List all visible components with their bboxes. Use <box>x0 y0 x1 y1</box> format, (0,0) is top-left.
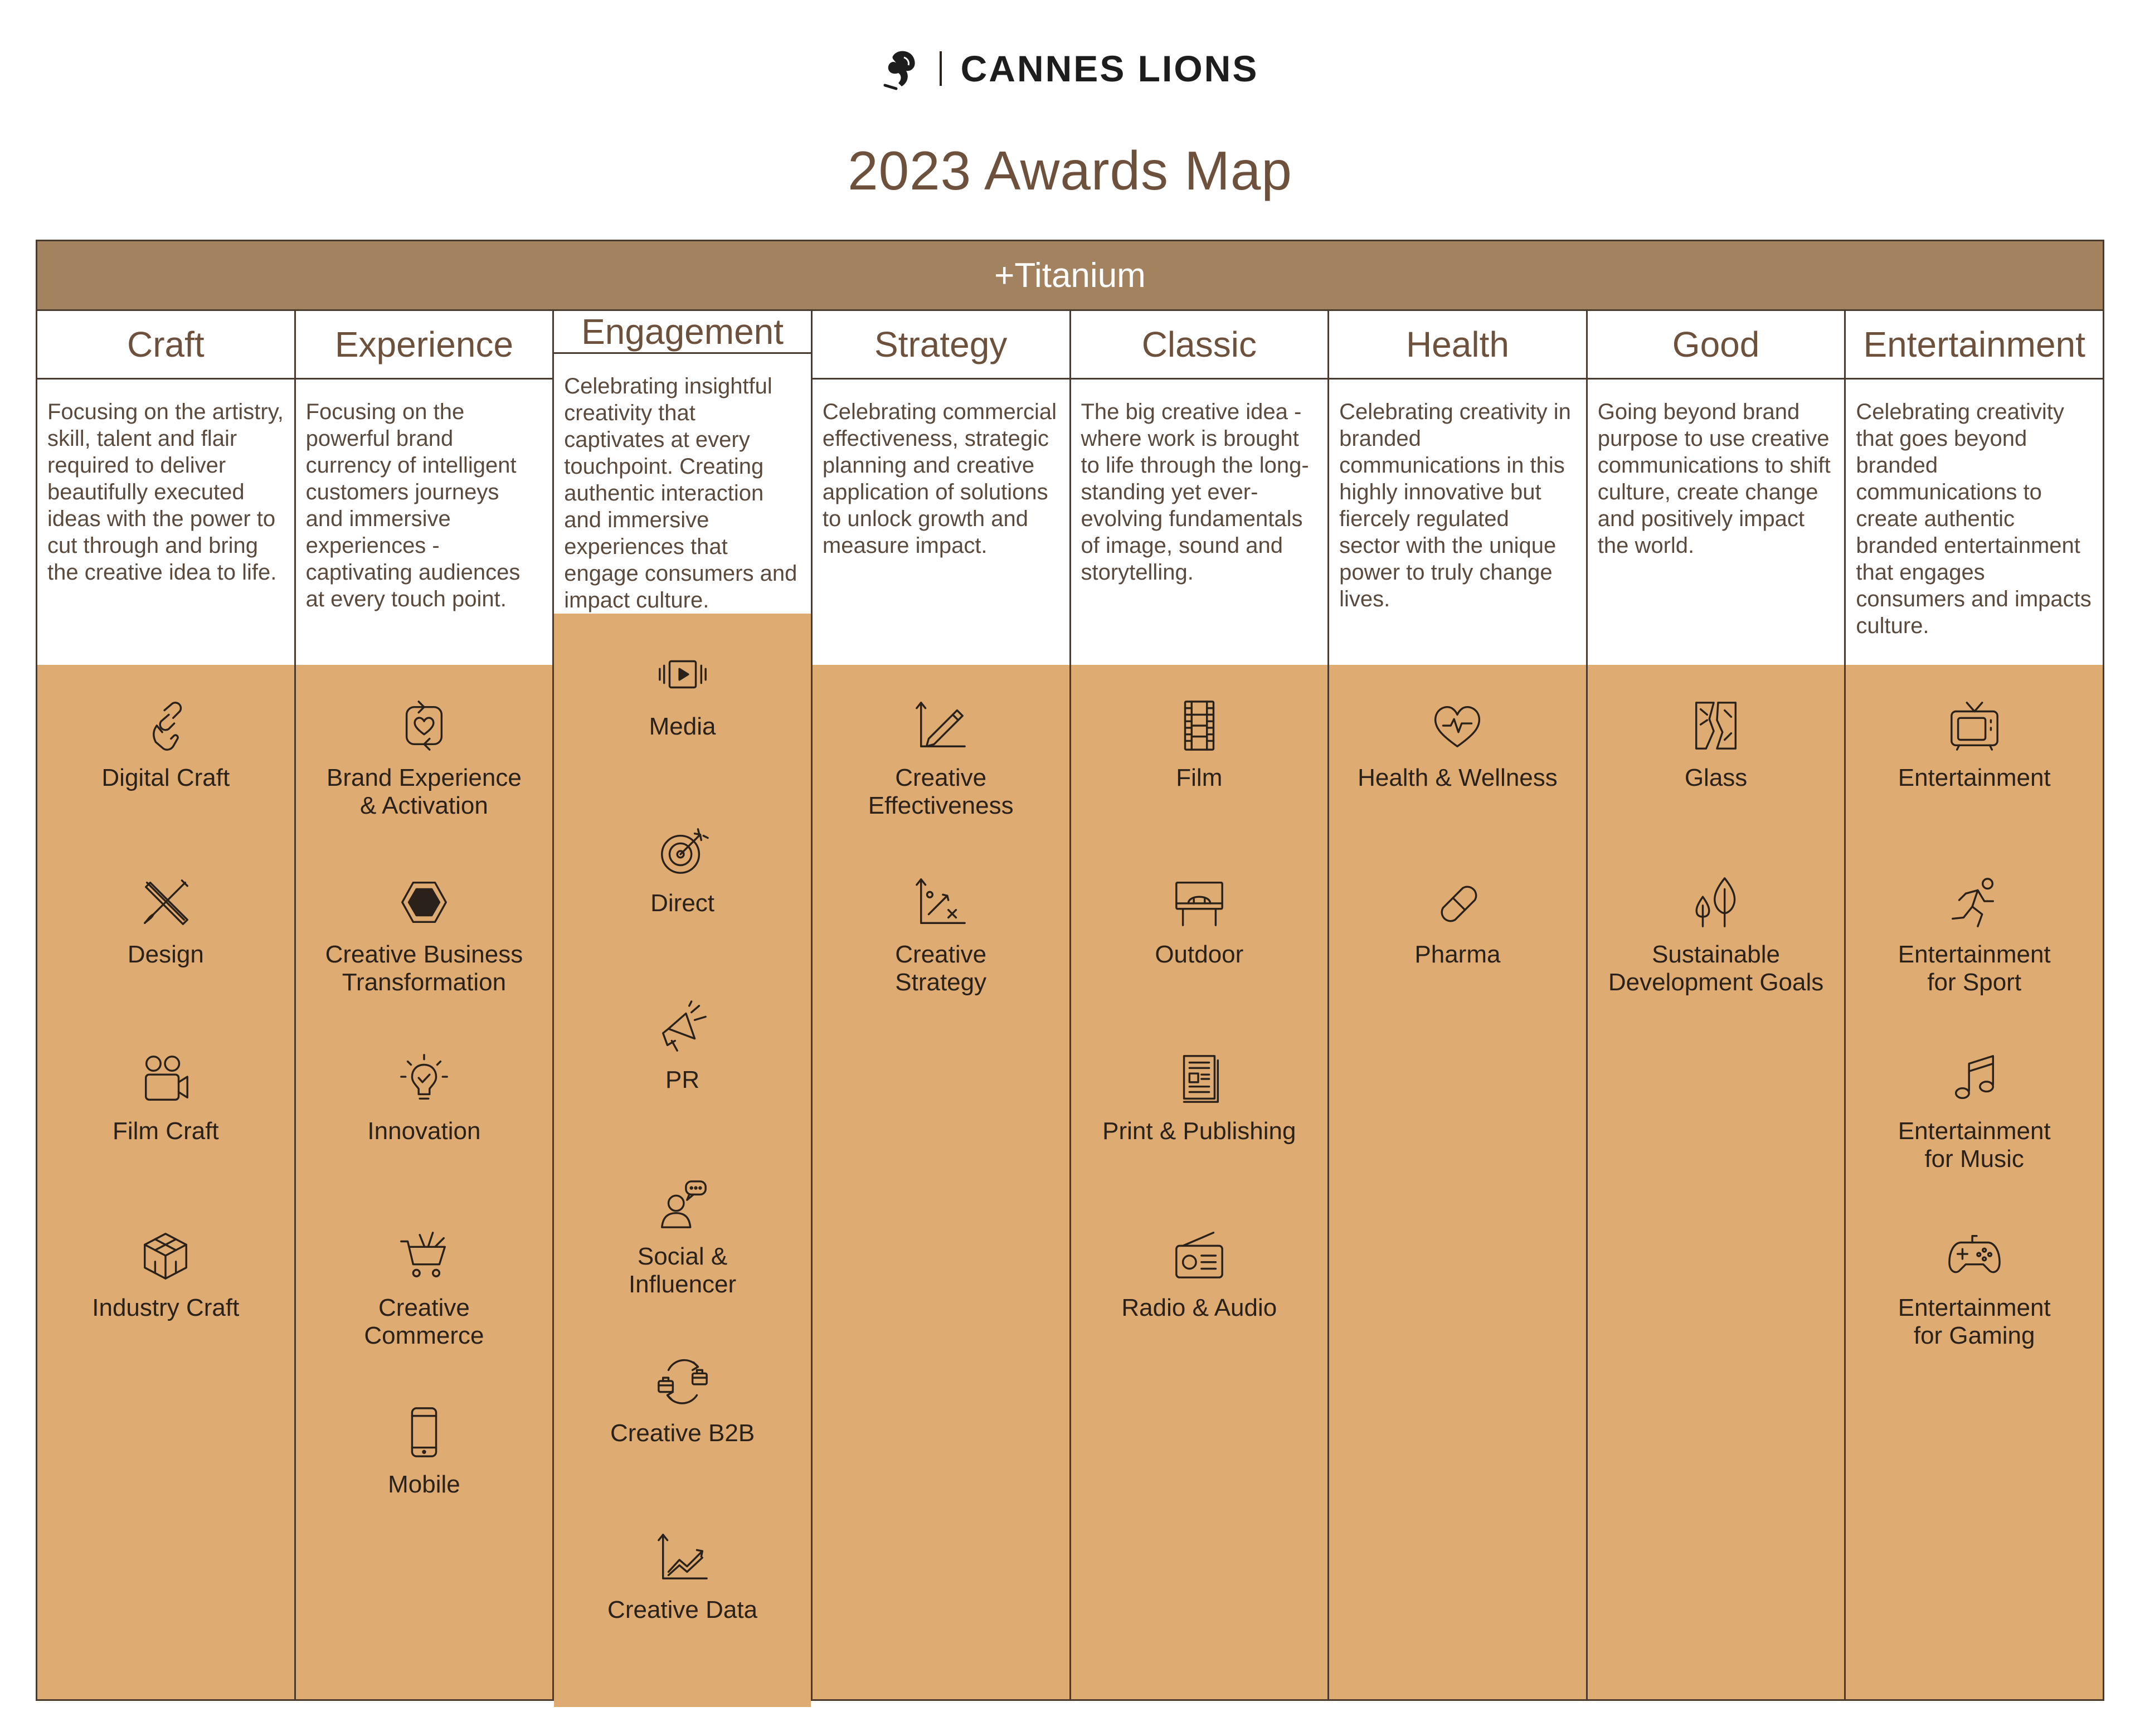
awards-map <box>36 240 2104 1701</box>
award-label: Industry Craft <box>92 1294 240 1321</box>
award-industry-craft <box>37 1228 294 1405</box>
briefcase-cycle-icon <box>655 1354 710 1408</box>
award-label: Media <box>649 713 716 740</box>
award-label: Health & Wellness <box>1358 764 1558 791</box>
gamepad-icon <box>1947 1228 2002 1283</box>
pill-icon <box>1430 875 1485 930</box>
heart-cycle-icon <box>397 698 451 753</box>
award-label: Digital Craft <box>101 764 230 791</box>
award-label: Creative Commerce <box>364 1294 484 1349</box>
award-creative-commerce <box>296 1228 553 1405</box>
brand-divider <box>940 51 942 86</box>
column-classic <box>1071 311 1330 1699</box>
column-description: Celebrating insightful creativity that captivates at every touchpoint. Creating authentic interaction and immersive experiences that engage consumers and impact culture. <box>554 354 811 614</box>
target-icon <box>655 824 710 878</box>
award-radio-and-audio <box>1071 1228 1328 1405</box>
column-description: Celebrating commercial effectiveness, strategic planning and creative application of solutions to unlock growth and measure impact. <box>813 380 1069 665</box>
award-design <box>37 875 294 1052</box>
column-description: Celebrating creativity that goes beyond branded communications to create authentic branded entertainment that engages consumers and impacts culture. <box>1846 380 2103 665</box>
award-label: Sustainable Development Goals <box>1608 941 1824 996</box>
column-description: Celebrating creativity in branded communications in this highly innovative but fiercely regulated sector with the unique power to truly change lives. <box>1329 380 1586 665</box>
page-title: 2023 Awards Map <box>848 140 1292 201</box>
column-strategy <box>813 311 1071 1699</box>
award-label: Radio & Audio <box>1121 1294 1277 1321</box>
award-label: Entertainment for Gaming <box>1898 1294 2051 1349</box>
pencil-brush-icon <box>138 875 193 930</box>
column-heading: Strategy <box>813 311 1069 380</box>
award-label: Entertainment for Music <box>1898 1117 2051 1173</box>
shopping-cart-icon <box>397 1228 451 1283</box>
titanium-banner: +Titanium <box>37 241 2103 311</box>
award-list <box>813 665 1069 1699</box>
person-chat-icon <box>655 1177 710 1232</box>
radio-icon <box>1172 1228 1227 1283</box>
column-good <box>1588 311 1846 1699</box>
graph-pen-icon <box>913 698 968 753</box>
award-creative-strategy <box>813 875 1069 1052</box>
award-media <box>554 647 811 824</box>
award-label: Creative Data <box>607 1596 758 1623</box>
brand-header <box>0 43 2140 94</box>
award-entertainment <box>1846 698 2103 875</box>
newspaper-icon <box>1172 1052 1227 1106</box>
award-social-and-influencer <box>554 1177 811 1354</box>
award-label: Brand Experience & Activation <box>327 764 522 819</box>
column-description: The big creative idea - where work is brought to life through the long-standing yet ever-evolving fundamentals of image, sound and storytelling. <box>1071 380 1328 665</box>
award-label: Direct <box>650 889 715 917</box>
award-list <box>296 665 553 1699</box>
award-health-and-wellness <box>1329 698 1586 875</box>
music-note-icon <box>1947 1052 2002 1106</box>
award-creative-effectiveness <box>813 698 1069 875</box>
award-label: Creative Business Transformation <box>325 941 523 996</box>
brand-name: CANNES LIONS <box>960 48 1259 89</box>
award-entertainment-for-gaming <box>1846 1228 2103 1405</box>
award-label: Creative Strategy <box>895 941 987 996</box>
column-craft <box>37 311 296 1699</box>
heart-pulse-icon <box>1430 698 1485 753</box>
award-direct <box>554 824 811 1000</box>
lion-icon <box>882 46 921 91</box>
award-outdoor <box>1071 875 1328 1052</box>
play-screen-icon <box>655 647 710 702</box>
column-heading: Health <box>1329 311 1586 380</box>
award-list <box>37 665 294 1699</box>
cube-icon <box>138 1228 193 1283</box>
award-innovation <box>296 1052 553 1228</box>
column-health <box>1329 311 1588 1699</box>
award-list <box>1329 665 1586 1699</box>
award-label: Print & Publishing <box>1102 1117 1296 1145</box>
award-film <box>1071 698 1328 875</box>
award-list <box>1071 665 1328 1699</box>
award-label: Outdoor <box>1155 941 1244 968</box>
award-label: Creative Effectiveness <box>868 764 1014 819</box>
column-heading: Good <box>1588 311 1845 380</box>
award-mobile <box>296 1405 553 1582</box>
award-brand-experience-and-activation <box>296 698 553 875</box>
hand-link-icon <box>138 698 193 753</box>
award-entertainment-for-music <box>1846 1052 2103 1228</box>
award-label: Design <box>127 941 204 968</box>
runner-icon <box>1947 875 2002 930</box>
column-experience <box>296 311 555 1699</box>
lightbulb-icon <box>397 1052 451 1106</box>
award-pr <box>554 1000 811 1177</box>
award-label: Film <box>1176 764 1223 791</box>
award-film-craft <box>37 1052 294 1228</box>
television-icon <box>1947 698 2002 753</box>
award-label: Pharma <box>1414 941 1501 968</box>
award-label: Glass <box>1684 764 1748 791</box>
award-columns <box>37 311 2103 1699</box>
award-label: Creative B2B <box>610 1419 755 1447</box>
award-label: Entertainment for Sport <box>1898 941 2051 996</box>
award-label: Film Craft <box>112 1117 219 1145</box>
award-list <box>554 614 811 1707</box>
glass-shards-icon <box>1689 698 1743 753</box>
column-description: Going beyond brand purpose to use creative communications to shift culture, create change and positively impact the world. <box>1588 380 1845 665</box>
award-list <box>1588 665 1845 1699</box>
award-creative-business-transformation <box>296 875 553 1052</box>
column-description: Focusing on the artistry, skill, talent and flair required to deliver beautifully executed ideas with the power to cut through and bring the creative idea to life. <box>37 380 294 665</box>
award-pharma <box>1329 875 1586 1052</box>
column-description: Focusing on the powerful brand currency of intelligent customers journeys and immersive experiences - captivating audiences at every touch point. <box>296 380 553 665</box>
column-engagement <box>554 311 813 1699</box>
billboard-icon <box>1172 875 1227 930</box>
award-label: Social & Influencer <box>628 1243 737 1298</box>
award-creative-b2b <box>554 1354 811 1530</box>
column-heading: Experience <box>296 311 553 380</box>
hexagon-icon <box>397 875 451 930</box>
column-entertainment <box>1846 311 2103 1699</box>
film-strip-icon <box>1172 698 1227 753</box>
column-heading: Craft <box>37 311 294 380</box>
award-label: Mobile <box>388 1471 460 1498</box>
line-graph-icon <box>655 1530 710 1585</box>
column-heading: Entertainment <box>1846 311 2103 380</box>
strategy-chart-icon <box>913 875 968 930</box>
column-heading: Classic <box>1071 311 1328 380</box>
award-digital-craft <box>37 698 294 875</box>
leaves-icon <box>1689 875 1743 930</box>
award-entertainment-for-sport <box>1846 875 2103 1052</box>
award-list <box>1846 665 2103 1699</box>
award-label: Innovation <box>367 1117 481 1145</box>
film-camera-icon <box>138 1052 193 1106</box>
award-creative-data <box>554 1530 811 1707</box>
megaphone-icon <box>655 1000 710 1055</box>
mobile-phone-icon <box>397 1405 451 1460</box>
award-label: Entertainment <box>1898 764 2051 791</box>
award-label: PR <box>665 1066 700 1093</box>
award-sustainable-development-goals <box>1588 875 1845 1052</box>
column-heading: Engagement <box>554 311 811 354</box>
award-print-and-publishing <box>1071 1052 1328 1228</box>
award-glass <box>1588 698 1845 875</box>
